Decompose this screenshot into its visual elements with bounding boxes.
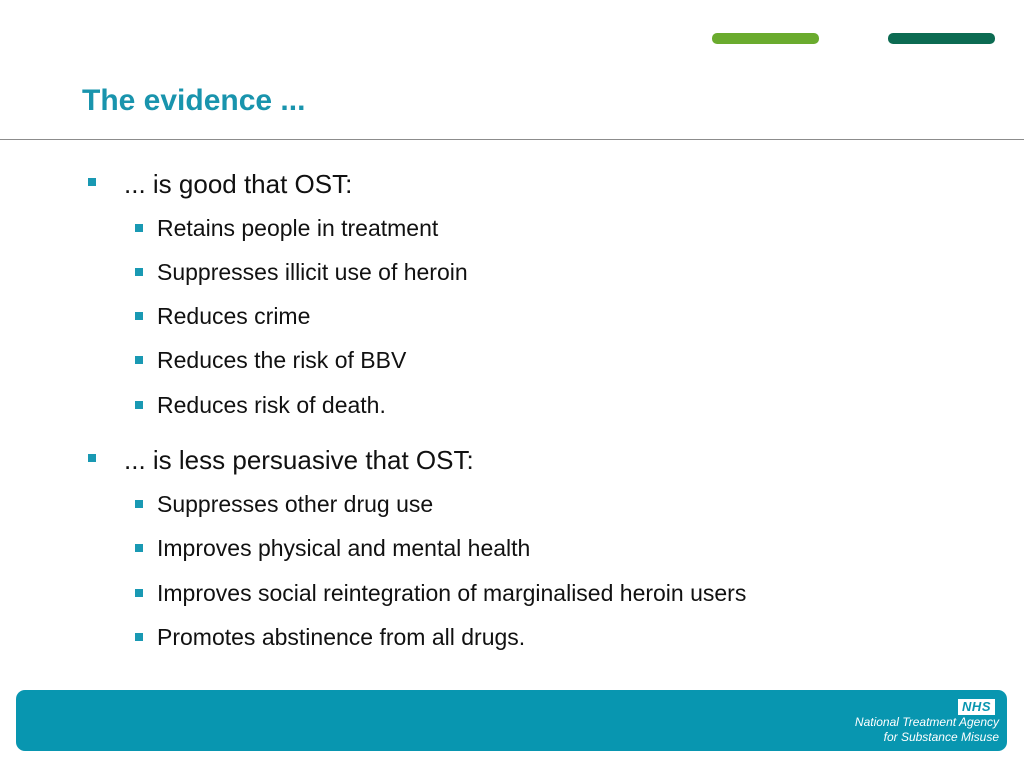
square-bullet-icon xyxy=(135,401,143,409)
square-bullet-icon xyxy=(135,224,143,232)
nhs-logo: NHS xyxy=(958,699,995,715)
agency-name-line-2: for Substance Misuse xyxy=(883,730,999,744)
square-bullet-icon xyxy=(135,500,143,508)
square-bullet-icon xyxy=(135,544,143,552)
square-bullet-icon xyxy=(135,633,143,641)
square-bullet-icon xyxy=(88,454,96,462)
agency-name xyxy=(855,715,999,745)
agency-name-line-1: National Treatment Agency xyxy=(854,715,999,729)
square-bullet-icon xyxy=(135,356,143,364)
square-bullet-icon xyxy=(135,589,143,597)
slide-title: The evidence ... xyxy=(82,84,306,117)
footer-band xyxy=(16,690,1007,751)
bullet-list: ... is good that OST: Retains people in treatment Suppresses illicit use of heroin Reduces crime Reduces the risk of BBV Reduces risk of death. ... is less persuasive that OST: Suppresses other drug use Improves physical and mental health Improves social reintegration of marginalised heroin users Promotes abstinence from all drugs. xyxy=(0,0,1024,680)
square-bullet-icon xyxy=(135,312,143,320)
square-bullet-icon xyxy=(135,268,143,276)
square-bullet-icon xyxy=(88,178,96,186)
